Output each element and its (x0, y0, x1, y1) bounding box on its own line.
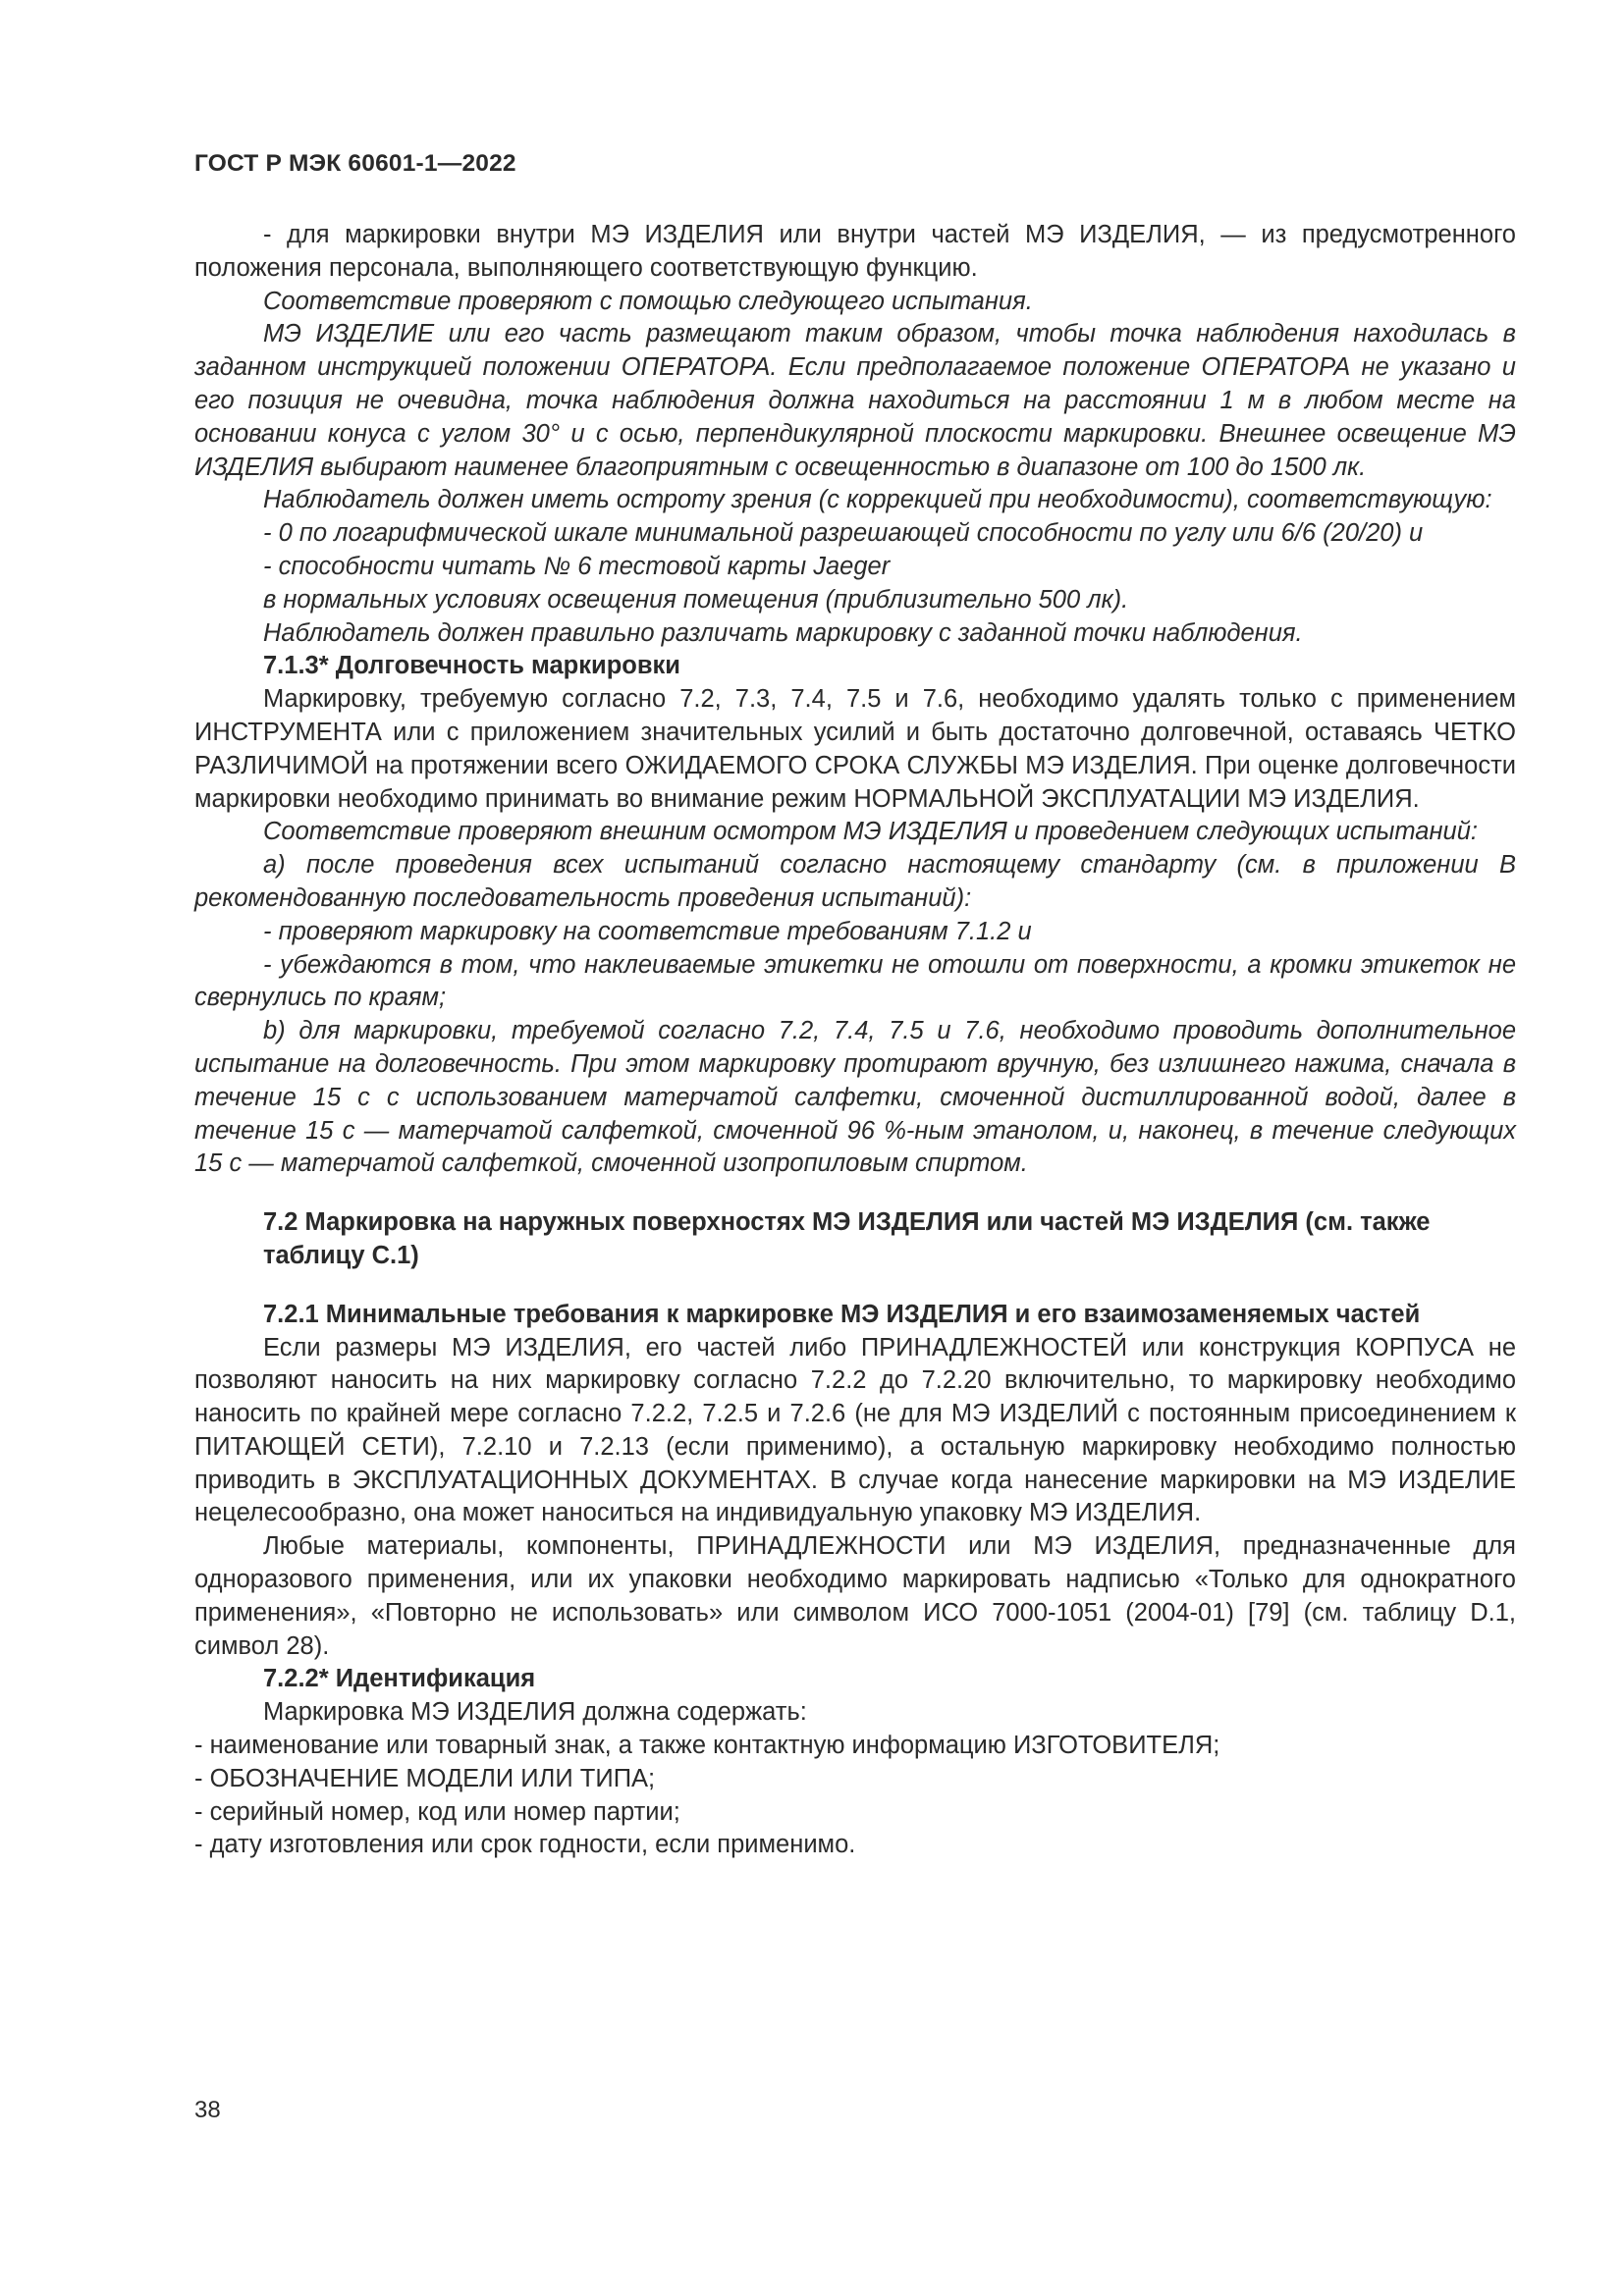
spacer (194, 1181, 1516, 1206)
list-item: - способности читать № 6 тестовой карты Jaeger (263, 552, 891, 580)
spacer (194, 1273, 1516, 1299)
section-heading-7-2: 7.2 Маркировка на наружных поверхностях МЭ ИЗДЕЛИЯ или частей МЭ ИЗДЕЛИЯ (см. также таблицу С.1) (263, 1208, 1431, 1269)
list-item: - серийный номер, код или номер партии; (194, 1797, 680, 1826)
document-page (194, 147, 1516, 1862)
list-item: - дату изготовления или срок годности, если применимо. (194, 1831, 856, 1859)
paragraph: Соответствие проверяют внешним осмотром МЭ ИЗДЕЛИЯ и проведением следующих испытаний: (263, 818, 1478, 846)
page-number: 38 (194, 2097, 221, 2123)
section-heading-7-2-2: 7.2.2* Идентификация (263, 1665, 536, 1693)
paragraph: b) для маркировки, требуемой согласно 7.2, 7.4, 7.5 и 7.6, необходимо проводить дополнительное испытание на долговечность. При этом маркировку протирают вручную, без излишнего нажима, сначала в течение 15 с с использованием матерчатой салфетки, смоченной дистиллированной водой, далее в течение 15 с — матерчатой салфеткой, смоченной 96 %-ным этанолом, и, наконец, в течение следующих 15 с — матерчатой салфеткой, смоченной изопропиловым спиртом. (194, 1017, 1516, 1178)
list-item: - наименование или товарный знак, а также контактную информацию ИЗГОТОВИТЕЛЯ; (194, 1732, 1220, 1760)
document-body (194, 219, 1516, 1862)
paragraph: МЭ ИЗДЕЛИЕ или его часть размещают таким образом, чтобы точка наблюдения находилась в заданном инструкцией положении ОПЕРАТОРА. Если предполагаемое положение ОПЕРАТОРА не указано и его позиция не очевидна, точка наблюдения должна находиться на расстоянии 1 м в любом месте на основании конуса с углом 30° и с осью, перпендикулярной плоскости маркировки. Внешнее освещение МЭ ИЗДЕЛИЯ выбирают наименее благоприятным с освещенностью в диапазоне от 100 до 1500 лк. (194, 320, 1516, 481)
paragraph: Любые материалы, компоненты, ПРИНАДЛЕЖНОСТИ или МЭ ИЗДЕЛИЯ, предназначенные для одноразового применения, или их упаковки необходимо маркировать надписью «Только для однократного применения», «Повторно не использовать» или символом ИСО 7000-1051 (2004-01) [79] (см. таблицу D.1, символ 28). (194, 1532, 1516, 1660)
paragraph: а) после проведения всех испытаний согласно настоящему стандарту (см. в приложении В рекомендованную последовательность проведения испытаний): (194, 851, 1516, 912)
list-item: - ОБОЗНАЧЕНИЕ МОДЕЛИ ИЛИ ТИПА; (194, 1764, 656, 1792)
document-header: ГОСТ Р МЭК 60601-1—2022 (194, 150, 516, 177)
paragraph: Маркировка МЭ ИЗДЕЛИЯ должна содержать: (263, 1698, 807, 1727)
section-heading-7-2-1: 7.2.1 Минимальные требования к маркировке МЭ ИЗДЕЛИЯ и его взаимозаменяемых частей (263, 1300, 1421, 1328)
paragraph: Соответствие проверяют с помощью следующего испытания. (263, 287, 1033, 315)
paragraph: Наблюдатель должен правильно различать маркировку с заданной точки наблюдения. (263, 618, 1303, 647)
section-heading-7-1-3: 7.1.3* Долговечность маркировки (263, 652, 680, 680)
paragraph: в нормальных условиях освещения помещения (приблизительно 500 лк). (263, 585, 1129, 614)
paragraph: Наблюдатель должен иметь остроту зрения (с коррекцией при необходимости), соответствующую: (263, 486, 1492, 514)
list-item: - проверяют маркировку на соответствие требованиям 7.1.2 и (263, 917, 1032, 945)
list-item: - убеждаются в том, что наклеиваемые этикетки не отошли от поверхности, а кромки этикеток не свернулись по краям; (194, 950, 1516, 1012)
paragraph: Если размеры МЭ ИЗДЕЛИЯ, его частей либо ПРИНАДЛЕЖНОСТЕЙ или конструкция КОРПУСА не позволяют наносить на них маркировку согласно 7.2.2 до 7.2.20 включительно, то маркировку необходимо наносить по крайней мере согласно 7.2.2, 7.2.5 и 7.2.6 (не для МЭ ИЗДЕЛИЙ с постоянным присоединением к ПИТАЮЩЕЙ СЕТИ), 7.2.10 и 7.2.13 (если применимо), а остальную маркировку необходимо полностью приводить в ЭКСПЛУАТАЦИОННЫХ ДОКУМЕНТАХ. В случае когда нанесение маркировки на МЭ ИЗДЕЛИЕ нецелесообразно, она может наноситься на индивидуальную упаковку МЭ ИЗДЕЛИЯ. (194, 1333, 1516, 1527)
paragraph: - для маркировки внутри МЭ ИЗДЕЛИЯ или внутри частей МЭ ИЗДЕЛИЯ, — из предусмотренного положения персонала, выполняющего соответствующую функцию. (194, 221, 1516, 282)
paragraph: Маркировку, требуемую согласно 7.2, 7.3, 7.4, 7.5 и 7.6, необходимо удалять только с применением ИНСТРУМЕНТА или с приложением значительных усилий и быть достаточно долговечной, оставаясь ЧЕТКО РАЗЛИЧИМОЙ на протяжении всего ОЖИДАЕМОГО СРОКА СЛУЖБЫ МЭ ИЗДЕЛИЯ. При оценке долговечности маркировки необходимо принимать во внимание режим НОРМАЛЬНОЙ ЭКСПЛУАТАЦИИ МЭ ИЗДЕЛИЯ. (194, 685, 1516, 813)
list-item: - 0 по логарифмической шкале минимальной разрешающей способности по углу или 6/6 (20/20) и (263, 519, 1424, 548)
